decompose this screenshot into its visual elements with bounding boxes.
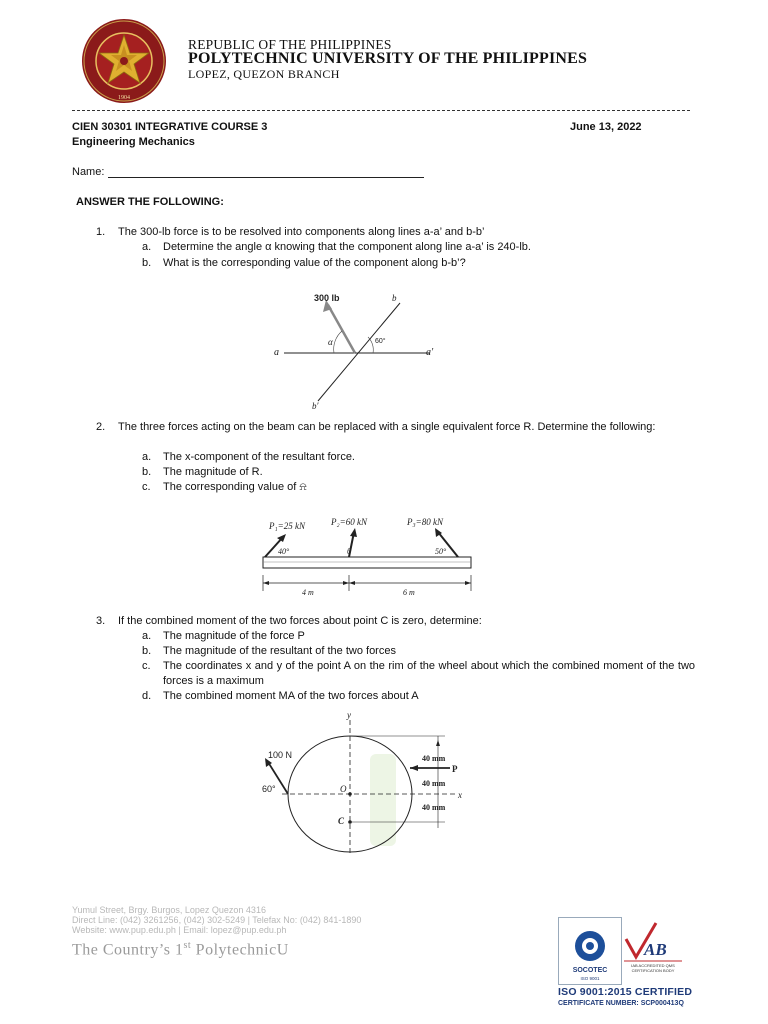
figure-1-bprime-label: b′ — [312, 401, 319, 411]
socotec-label: SOCOTEC — [572, 967, 608, 974]
footer-tagline: The Country’s 1st PolytechnicU — [72, 940, 289, 959]
figure-2-angle1-label: 40° — [278, 547, 290, 556]
question-number: 3. — [96, 615, 106, 627]
figure-1-force-diagram — [260, 285, 460, 415]
figure-3-wheel-diagram — [250, 708, 480, 858]
header-divider — [72, 110, 690, 111]
figure-3-angle-label: 60° — [262, 784, 276, 794]
name-label: Name: — [72, 166, 105, 178]
figure-3-dist3-label: 40 mm — [422, 803, 446, 812]
figure-1-aprime-label: a′ — [426, 347, 434, 358]
figure-2-dist2-label: 6 m — [403, 588, 415, 597]
course-subject: Engineering Mechanics — [72, 136, 195, 148]
name-blank-line[interactable] — [108, 167, 424, 178]
figure-2-beam-diagram — [255, 513, 480, 598]
figure-1-b-label: b — [392, 293, 397, 303]
figure-2-p2-label: P₂=60 kN — [331, 517, 367, 527]
footer-phones: Direct Line: (042) 3261256, (042) 302-5249 | Telefax No: (042) 841-1890 — [72, 915, 362, 925]
figure-3-c-label: C — [338, 816, 345, 826]
course-code: CIEN 30301 INTEGRATIVE COURSE 3 — [72, 121, 268, 133]
iab-logo — [622, 917, 684, 983]
figure-1-force-label: 300 lb — [314, 293, 340, 303]
figure-1-alpha-label: α — [328, 337, 333, 347]
socotec-logo — [558, 917, 622, 985]
footer-address: Yumul Street, Brgy. Burgos, Lopez Quezon 4316 — [72, 905, 266, 915]
figure-2-theta-label: θ — [347, 547, 351, 556]
question-text: The three forces acting on the beam can be replaced with a single equivalent force R. Determine the following: — [118, 421, 656, 433]
figure-3-p-label: P — [452, 764, 458, 774]
footer-web: Website: www.pup.edu.ph | Email: lopez@pup.edu.ph — [72, 925, 287, 935]
exam-date: June 13, 2022 — [570, 121, 642, 133]
iab-label: AB — [644, 940, 667, 959]
question-number: 1. — [96, 226, 106, 238]
question-text: The 300-lb force is to be resolved into components along lines a-a’ and b-b’ — [118, 226, 485, 238]
figure-3-dist1-label: 40 mm — [422, 754, 446, 763]
certificate-number: CERTIFICATE NUMBER: SCP000413Q — [558, 1000, 684, 1007]
seal-year: 1904 — [118, 95, 130, 101]
figure-3-x-label: x — [458, 790, 462, 800]
iab-note: IAB ACCREDITED QMS CERTIFICATION BODY — [631, 963, 675, 973]
iso-certified-label: ISO 9001:2015 CERTIFIED — [558, 986, 693, 998]
figure-1-angle-label: 60° — [375, 338, 386, 345]
socotec-iso-label: ISO 9001 — [580, 976, 600, 981]
question-number: 2. — [96, 421, 106, 433]
figure-1-a-label: a — [274, 347, 279, 358]
question-text: If the combined moment of the two forces about point C is zero, determine: — [118, 615, 482, 627]
figure-2-p3-label: P₃=80 kN — [407, 517, 443, 527]
figure-3-dist2-label: 40 mm — [422, 779, 446, 788]
figure-2-p1-label: P₁=25 kN — [269, 521, 305, 531]
header-university: POLYTECHNIC UNIVERSITY OF THE PHILIPPINES — [188, 50, 588, 67]
university-seal — [66, 17, 184, 105]
figure-3-o-label: O — [340, 784, 347, 794]
figure-2-angle3-label: 50° — [435, 547, 447, 556]
header-branch: LOPEZ, QUEZON BRANCH — [188, 67, 340, 81]
instructions-heading: ANSWER THE FOLLOWING: — [76, 196, 224, 208]
header-republic: REPUBLIC OF THE PHILIPPINES — [188, 37, 392, 52]
figure-3-force-label: 100 N — [268, 750, 293, 760]
figure-3-y-label: y — [347, 710, 351, 720]
figure-2-dist1-label: 4 m — [302, 588, 314, 597]
name-field[interactable] — [72, 166, 424, 178]
